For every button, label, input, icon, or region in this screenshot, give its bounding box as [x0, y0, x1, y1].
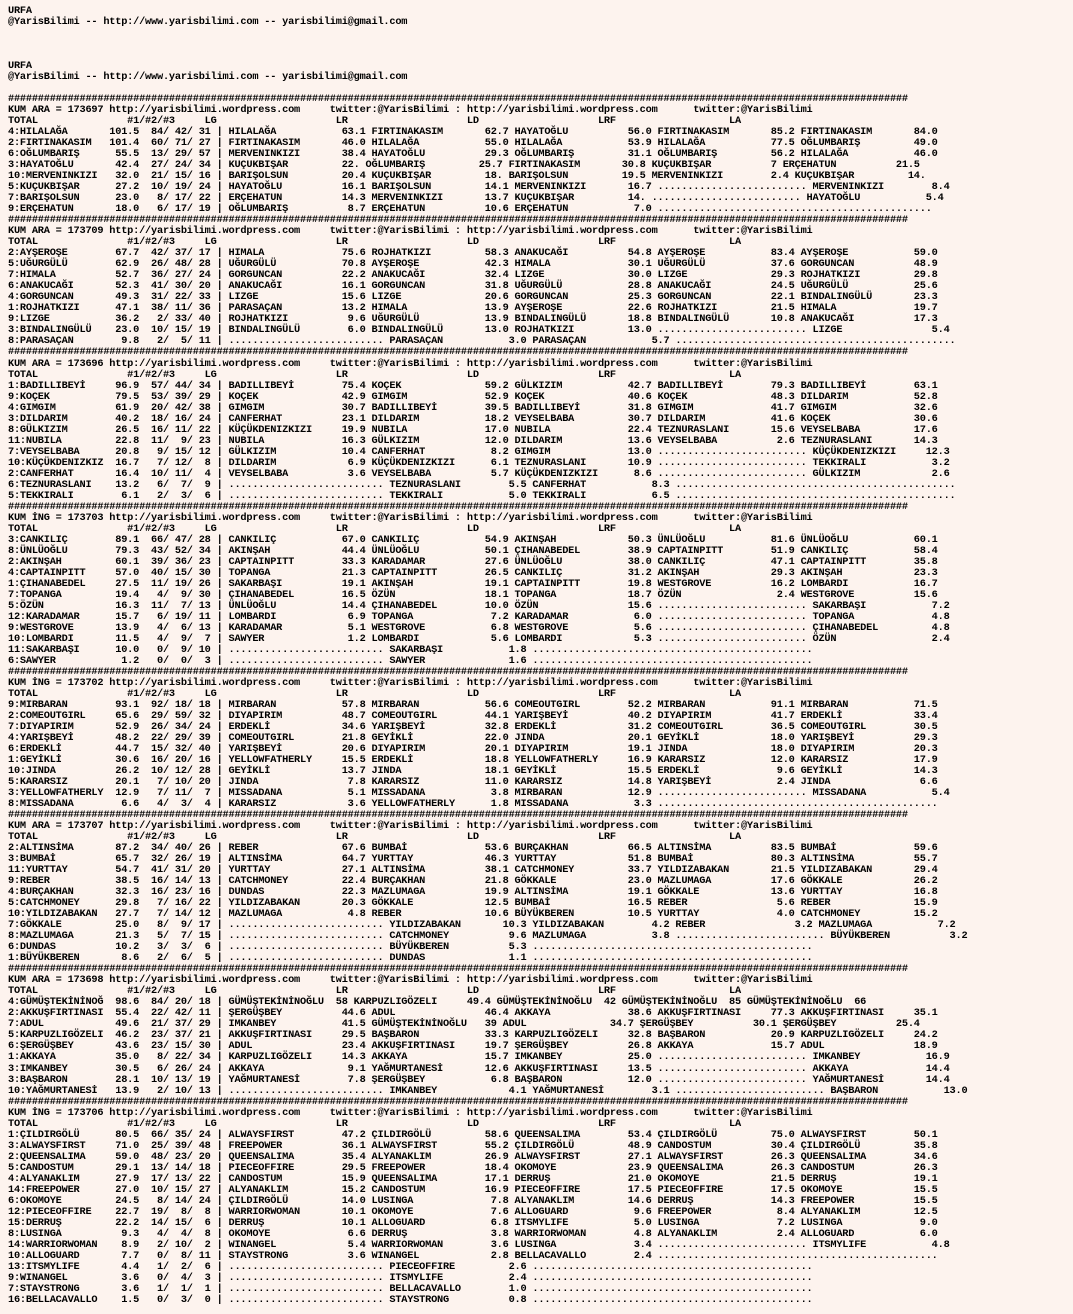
- text-line: 3:IMKANBEY 30.5 6/ 26/ 24 | AKKAYA 9.1 YAĞMURTANESİ 12.6 AKKUŞFIRTINASI 13.5 ......................... AKKAYA 14.4: [8, 1062, 950, 1075]
- text-line: 8:LUSINGA 9.3 4/ 4/ 8 | OKOMOYE 6.6 DERRUŞ 3.8 WARRIORWOMAN 4.8 ALYANAKLIM 2.4 ALLOGUARD 6.0: [8, 1227, 938, 1240]
- text-line: 6:SAWYER 1.2 0/ 0/ 3 | .......................... SAWYER 1.6 ...............................................: [8, 654, 813, 667]
- text-line: #######################################################################################################################################################: [8, 809, 908, 822]
- text-line: 10:YILDIZABAKAN 27.7 7/ 14/ 12 | MAZLUMAGA 4.8 REBER 10.6 BÜYÜKBEREN 10.5 YURTTAY 4.0 CATCHMONEY 15.2: [8, 908, 938, 921]
- text-line: 5:UĞURGÜLÜ 62.9 26/ 48/ 28 | UĞURGÜLÜ 70.8 AYŞEROŞE 42.3 HIMALA 30.1 UĞURGÜLÜ 37.6 GORGUNCAN 48.9: [8, 258, 938, 271]
- text-line: 4:GÜMÜŞTEKİNİNOĞ 98.6 84/ 20/ 18 | GÜMÜŞTEKİNİNOĞLU 58 KARPUZLIGÖZELI 49.4 GÜMÜŞTEKİNİNOĞLU 42 GÜMÜŞTEKİNİNOĞLU 85 GÜMÜŞTEKİNİNOĞLU 66: [8, 996, 867, 1009]
- text-line: 8:PARASAÇAN 9.8 2/ 5/ 11 | .......................... PARASAÇAN 3.0 PARASAÇAN 5.7 ...............................................: [8, 335, 956, 348]
- text-line: KUM ARA = 173696 http://yarisbilimi.wordpress.com twitter:@YarisBilimi : http://yarisbilimi.wordpress.com twitter:@YarisBilimi: [8, 357, 813, 370]
- text-line: 4:YARIŞBEYİ 48.2 22/ 29/ 39 | COMEOUTGIRL 21.8 GEYİKLİ 22.0 JINDA 20.1 GEYİKLİ 18.0 YARIŞBEYİ 29.3: [8, 732, 938, 745]
- text-line: 7:BARIŞOLSUN 23.0 8/ 17/ 22 | ERÇEHATUN 14.3 MERVENINKIZI 13.7 KUÇUKBIŞAR 14. ......................... HAYATOĞLU 5.4: [8, 192, 944, 205]
- text-line: 7:GÖKKALE 25.0 8/ 9/ 17 | .......................... YILDIZABAKAN 10.3 YILDIZABAKAN 4.2 REBER 3.2 MAZLUMAGA 7.2: [8, 919, 956, 932]
- text-line: 10:YAĞMURTANESİ 13.9 2/ 10/ 13 | .......................... IMKANBEY 4.1 YAĞMURTANESİ 3.1 ......................... BAŞBARON 13.0: [8, 1084, 968, 1097]
- text-line: 3:CANKILIÇ 89.1 66/ 47/ 28 | CANKILIÇ 67.0 CANKILIÇ 54.9 AKINŞAH 50.3 ÜNLÜOĞLU 81.6 ÜNLÜOĞLU 60.1: [8, 533, 938, 546]
- text-line: 1:ÇILDIRGÖLÜ 80.5 66/ 35/ 24 | ALWAYSFIRST 47.2 ÇILDIRGÖLÜ 58.6 QUEENSALIMA 53.4 ÇILDIRGÖLÜ 75.0 ALWAYSFIRST 50.1: [8, 1128, 938, 1141]
- text-line: 6:ŞERGÜŞBEY 43.6 23/ 15/ 30 | ADUL 23.4 AKKUŞFIRTINASI 19.7 ŞERGÜŞBEY 26.8 AKKAYA 15.7 ADUL 18.9: [8, 1040, 938, 1053]
- text-line: 14:FREEPOWER 27.0 10/ 15/ 27 | ALYANAKLIM 15.2 CANDOSTUM 16.9 PIECEOFFIRE 17.5 PIECEOFFIRE 17.5 OKOMOYE 15.5: [8, 1183, 938, 1196]
- text-line: @YarisBilimi -- http://www.yarisbilimi.com -- yarisbilimi@gmail.com: [8, 16, 408, 29]
- text-line: 7:TOPANGA 19.4 4/ 9/ 30 | ÇIHANABEDEL 16.5 ÖZÜN 18.1 TOPANGA 18.7 ÖZÜN 2.4 WESTGROVE 15.6: [8, 588, 938, 601]
- text-line: 8:MAZLUMAGA 21.3 5/ 7/ 15 | .......................... CATCHMONEY 9.6 MAZLUMAGA 3.8 ......................... BÜYÜKBEREN 3.2: [8, 930, 968, 943]
- text-line: 9:WESTGROVE 13.9 4/ 6/ 13 | KARADAMAR 5.1 WESTGROVE 6.8 WESTGROVE 5.6 ......................... ÇIHANABEDEL 4.8: [8, 621, 950, 634]
- text-line: 9:KOÇEK 79.5 53/ 39/ 29 | KOÇEK 42.9 GIMGIM 52.9 KOÇEK 40.6 KOÇEK 48.3 DILDARIM 52.8: [8, 390, 938, 403]
- text-line: KUM ARA = 173697 http://yarisbilimi.wordpress.com twitter:@YarisBilimi : http://yarisbilimi.wordpress.com twitter:@YarisBilimi: [8, 104, 813, 117]
- text-line: 6:DUNDAS 10.2 3/ 3/ 6 | .......................... BÜYÜKBEREN 5.3 ...............................................: [8, 941, 813, 954]
- text-line: [8, 28, 1073, 39]
- text-line: TOTAL #1/#2/#3 LG LR LD LRF LA: [8, 1117, 741, 1130]
- text-line: 2:COMEOUTGIRL 65.6 29/ 59/ 32 | DIYAPIRIM 48.7 COMEOUTGIRL 44.1 YARIŞBEYİ 40.2 DIYAPIRIM 41.7 ERDEKLİ 33.4: [8, 710, 938, 722]
- text-line: 7:STAYSTRONG 3.6 1/ 1/ 1 | .......................... BELLACAVALLO 1.0 ...............................................: [8, 1282, 813, 1295]
- text-line: 16:BELLACAVALLO 1.5 0/ 3/ 0 | .......................... STAYSTRONG 0.8 ...............................................: [8, 1293, 813, 1306]
- text-line: 1:BADILLIBEYİ 96.9 57/ 44/ 34 | BADILLIBEYİ 75.4 KOÇEK 59.2 GÜLKIZIM 42.7 BADILLIBEYİ 79.3 BADILLIBEYİ 63.1: [8, 379, 938, 392]
- text-line: 6:ERDEKLİ 44.7 15/ 32/ 40 | YARIŞBEYİ 20.6 DIYAPIRIM 20.1 DIYAPIRIM 19.1 JINDA 18.0 DIYAPIRIM 20.3: [8, 743, 938, 756]
- text-line: 10:MERVENINKIZI 32.0 21/ 15/ 16 | BARIŞOLSUN 20.4 KUÇUKBIŞAR 18. BARIŞOLSUN 19.5 MERVENINKIZI 2.4 KUÇUKBIŞAR 14.: [8, 170, 926, 183]
- text-line: 7:DIYAPIRIM 52.9 26/ 34/ 24 | ERDEKLİ 34.6 YARIŞBEYİ 32.8 ERDEKLİ 31.2 COMEOUTGIRL 36.5 COMEOUTGIRL 30.5: [8, 721, 938, 734]
- text-line: 5:KARARSIZ 20.1 7/ 10/ 20 | JINDA 7.8 KARARSIZ 11.0 KARARSIZ 14.8 YARIŞBEYİ 2.4 JINDA 6.6: [8, 776, 938, 789]
- text-line: 8:GÜLKIZIM 26.5 16/ 11/ 22 | KÜÇÜKDENIZKIZI 19.9 NUBILA 17.0 NUBILA 22.4 TEZNURASLANI 15.6 VEYSELBABA 17.6: [8, 423, 938, 436]
- text-line: 10:ALLOGUARD 7.7 0/ 8/ 11 | STAYSTRONG 3.6 WINANGEL 2.8 BELLACAVALLO 2.4 ...............................................: [8, 1249, 938, 1262]
- text-line: 2:FIRTINAKASIM 101.4 60/ 71/ 27 | FIRTINAKASIM 46.0 HILALAĞA 55.0 HILALAĞA 53.9 HILALAĞA 77.5 OĞLUMBARIŞ 49.0: [8, 137, 938, 150]
- text-line: 2:AYŞEROŞE 67.7 42/ 37/ 17 | HIMALA 75.6 ROJHATKIZI 58.3 ANAKUCAĞI 54.8 AYŞEROŞE 83.4 AYŞEROŞE 59.0: [8, 247, 938, 260]
- text-line: 10:JINDA 26.2 10/ 12/ 28 | GEYİKLİ 13.7 JINDA 18.1 GEYİKLİ 15.5 ERDEKLİ 9.6 GEYİKLİ 14.3: [8, 765, 938, 778]
- text-line: TOTAL #1/#2/#3 LG LR LD LRF LA: [8, 368, 741, 381]
- text-line: 6:TEZNURASLANI 13.2 6/ 7/ 9 | .......................... TEZNURASLANI 5.5 CANFERHAT 8.3 ...............................................: [8, 478, 956, 491]
- text-line: 5:CATCHMONEY 29.8 7/ 16/ 22 | YILDIZABAKAN 20.3 GÖKKALE 12.5 BUMBAİ 16.5 REBER 5.6 REBER 15.9: [8, 897, 938, 910]
- text-line: TOTAL #1/#2/#3 LG LR LD LRF LA: [8, 831, 741, 844]
- text-line: 8:MISSADANA 6.6 4/ 3/ 4 | KARARSIZ 3.6 YELLOWFATHERLY 1.8 MISSADANA 3.3 ...............................................: [8, 798, 938, 811]
- text-line: 9:LIZGE 36.2 2/ 33/ 40 | ROJHATKIZI 9.6 UĞURGÜLÜ 13.9 BINDALINGÜLÜ 18.8 BINDALINGÜLÜ 10.8 ANAKUCAĞI 17.3: [8, 313, 938, 326]
- text-line: 6:OKOMOYE 24.5 8/ 14/ 24 | ÇILDIRGÖLÜ 14.0 LUSINGA 7.8 ALYANAKLIM 14.6 DERRUŞ 14.3 FREEPOWER 15.5: [8, 1194, 938, 1207]
- text-line: #######################################################################################################################################################: [8, 500, 908, 513]
- text-line: 12:PIECEOFFIRE 22.7 19/ 8/ 8 | WARRIORWOMAN 10.1 OKOMOYE 7.6 ALLOGUARD 9.6 FREEPOWER 8.4 ALYANAKLIM 12.5: [8, 1205, 938, 1218]
- text-line: 2:QUEENSALIMA 59.0 48/ 23/ 20 | QUEENSALIMA 35.4 ALYANAKLIM 26.9 ALWAYSFIRST 27.1 ALWAYSFIRST 26.3 QUEENSALIMA 34.6: [8, 1150, 938, 1163]
- text-line: 9:REBER 38.5 16/ 14/ 13 | CATCHMONEY 22.4 BURÇAKHAN 21.8 GÖKKALE 23.0 MAZLUMAGA 17.6 GÖKKALE 26.2: [8, 875, 938, 888]
- text-line: 4:BURÇAKHAN 32.3 16/ 23/ 16 | DUNDAS 22.3 MAZLUMAGA 19.9 ALTINSİMA 19.1 GÖKKALE 13.6 YURTTAY 16.8: [8, 886, 938, 899]
- text-line: #######################################################################################################################################################: [8, 93, 908, 106]
- text-line: #######################################################################################################################################################: [8, 346, 908, 359]
- text-line: #######################################################################################################################################################: [8, 214, 908, 227]
- text-line: 11:SAKARBAŞI 10.0 0/ 9/ 10 | .......................... SAKARBAŞI 1.8 ...............................................: [8, 643, 813, 656]
- text-line: URFA: [8, 5, 32, 17]
- text-line: 5:TEKKIRALI 6.1 2/ 3/ 6 | .......................... TEKKIRALI 5.0 TEKKIRALI 6.5 ...............................................: [8, 489, 956, 502]
- text-line: 5:ÖZÜN 16.3 11/ 7/ 13 | ÜNLÜOĞLU 14.4 ÇIHANABEDEL 10.0 ÖZÜN 15.6 ......................... SAKARBAŞI 7.2: [8, 599, 950, 612]
- text-line: KUM İNG = 173703 http://yarisbilimi.wordpress.com twitter:@YarisBilimi : http://yarisbilimi.wordpress.com twitter:@YarisBilimi: [8, 511, 813, 524]
- text-line: TOTAL #1/#2/#3 LG LR LD LRF LA: [8, 985, 741, 998]
- text-line: KUM ARA = 173709 http://yarisbilimi.wordpress.com twitter:@YarisBilimi : http://yarisbilimi.wordpress.com twitter:@YarisBilimi: [8, 225, 813, 238]
- text-line: 4:ALYANAKLIM 27.9 17/ 13/ 22 | CANDOSTUM 15.9 QUEENSALIMA 17.1 DERRUŞ 21.0 OKOMOYE 21.5 DERRUŞ 19.1: [8, 1172, 938, 1185]
- text-line: 1:GEYİKLİ 30.6 16/ 20/ 16 | YELLOWFATHERLY 15.5 ERDEKLİ 18.8 YELLOWFATHERLY 16.9 KARARSIZ 12.0 KARARSIZ 17.9: [8, 754, 938, 767]
- text-line: @YarisBilimi -- http://www.yarisbilimi.com -- yarisbilimi@gmail.com: [8, 71, 408, 84]
- text-line: 6:OĞLUMBARIŞ 55.5 13/ 29/ 57 | MERVENINKIZI 38.4 HAYATOĞLU 29.3 OĞLUMBARIŞ 31.1 OĞLUMBARIŞ 56.2 HILALAĞA 46.0: [8, 148, 938, 161]
- text-line: #######################################################################################################################################################: [8, 665, 908, 678]
- text-line: 2:ALTINSİMA 87.2 34/ 40/ 26 | REBER 67.6 BUMBAİ 53.6 BURÇAKHAN 66.5 ALTINSİMA 83.5 BUMBAİ 59.6: [8, 842, 938, 855]
- text-line: 3:BAŞBARON 28.1 10/ 13/ 19 | YAĞMURTANESİ 7.8 ŞERGÜŞBEY 6.8 BAŞBARON 12.0 ......................... YAĞMURTANESİ 14.4: [8, 1073, 950, 1086]
- text-line: 4:CAPTAINPITT 57.0 40/ 15/ 30 | TOPANGA 21.3 CAPTAINPITT 26.5 CANKILIÇ 31.2 AKINŞAH 29.3 AKINŞAH 23.3: [8, 566, 938, 579]
- text-line: 5:KUÇUKBIŞAR 27.2 10/ 19/ 24 | HAYATOĞLU 16.1 BARIŞOLSUN 14.1 MERVENINKIZI 16.7 ......................... MERVENINKIZI 8.4: [8, 181, 950, 194]
- text-line: TOTAL #1/#2/#3 LG LR LD LRF LA: [8, 522, 741, 535]
- text-line: 2:AKKUŞFIRTINASI 55.4 22/ 42/ 11 | ŞERGÜŞBEY 44.6 ADUL 46.4 AKKAYA 38.6 AKKUŞFIRTINASI 77.3 AKKUŞFIRTINASI 35.1: [8, 1007, 938, 1020]
- text-line: [8, 39, 1073, 50]
- text-line: 5:CANDOSTUM 29.1 13/ 14/ 18 | PIECEOFFIRE 29.5 FREEPOWER 18.4 OKOMOYE 23.9 QUEENSALIMA 26.3 CANDOSTUM 26.3: [8, 1161, 938, 1174]
- text-line: 3:YELLOWFATHERLY 12.9 7/ 11/ 7 | MISSADANA 5.1 MISSADANA 3.8 MIRBARAN 12.9 ......................... MISSADANA 5.4: [8, 787, 950, 800]
- text-line: TOTAL #1/#2/#3 LG LR LD LRF LA: [8, 115, 741, 128]
- text-line: 9:WINANGEL 3.6 0/ 4/ 3 | .......................... ITSMYLIFE 2.4 ...............................................: [8, 1271, 813, 1284]
- text-line: 10:LOMBARDI 11.5 4/ 9/ 7 | SAWYER 1.2 LOMBARDI 5.6 LOMBARDI 5.3 ......................... ÖZÜN 2.4: [8, 632, 950, 645]
- text-line: 7:ADUL 49.6 21/ 37/ 29 | IMKANBEY 41.5 GÜMÜŞTEKİNİNOĞLU 39 ADUL 34.7 ŞERGÜŞBEY 30.1 ŞERGÜŞBEY 25.4: [8, 1018, 920, 1031]
- text-line: #######################################################################################################################################################: [8, 1095, 908, 1108]
- text-line: 12:KARADAMAR 15.7 6/ 19/ 11 | LOMBARDI 6.9 TOPANGA 7.2 KARADAMAR 6.0 ......................... TOPANGA 4.8: [8, 610, 950, 623]
- text-line: 14:WARRIORWOMAN 8.9 2/ 10/ 2 | WINANGEL 5.4 WARRIORWOMAN 3.6 LUSINGA 3.4 ......................... ITSMYLIFE 4.8: [8, 1238, 950, 1251]
- text-line: 10:KÜÇÜKDENIZKIZ 16.7 7/ 12/ 8 | DILDARIM 6.9 KÜÇÜKDENIZKIZI 6.1 TEZNURASLANI 10.9 ......................... TEKKIRALI 3.2: [8, 456, 950, 469]
- text-line: URFA: [8, 60, 32, 73]
- text-line: 11:NUBILA 22.8 11/ 9/ 23 | NUBILA 16.3 GÜLKIZIM 12.0 DILDARIM 13.6 VEYSELBABA 2.6 TEZNURASLANI 14.3: [8, 434, 938, 447]
- text-line: 13:ITSMYLIFE 4.4 1/ 2/ 6 | .......................... PIECEOFFIRE 2.6 ...............................................: [8, 1260, 813, 1273]
- text-line: KUM İNG = 173706 http://yarisbilimi.wordpress.com twitter:@YarisBilimi : http://yarisbilimi.wordpress.com twitter:@YarisBilimi: [8, 1106, 813, 1119]
- text-line: 3:DILDARIM 40.2 18/ 16/ 24 | CANFERHAT 23.1 DILDARIM 18.2 VEYSELBABA 30.7 DILDARIM 41.6 KOÇEK 30.6: [8, 412, 938, 425]
- text-line: 5:KARPUZLIGÖZELI 46.2 23/ 37/ 21 | AKKUŞFIRTINASI 29.5 BAŞBARON 33.3 KARPUZLIGÖZELI 32.8 BAŞBARON 20.9 KARPUZLIGÖZELI 24.2: [8, 1029, 938, 1042]
- text-line: TOTAL #1/#2/#3 LG LR LD LRF LA: [8, 687, 741, 700]
- text-line: 4:GIMGIM 61.9 20/ 42/ 38 | GIMGIM 30.7 BADILLIBEYİ 39.5 BADILLIBEYİ 31.8 GIMGIM 41.7 GIMGIM 32.6: [8, 401, 938, 414]
- text-line: 9:ERÇEHATUN 18.0 6/ 17/ 19 | OĞLUMBARIŞ 8.7 ERÇEHATUN 10.6 ERÇEHATUN 7.0 ..............................................: [8, 203, 932, 216]
- text-line: TOTAL #1/#2/#3 LG LR LD LRF LA: [8, 236, 741, 249]
- text-line: 15:DERRUŞ 22.2 14/ 15/ 6 | DERRUŞ 10.1 ALLOGUARD 6.8 ITSMYLIFE 5.0 LUSINGA 7.2 LUSINGA 9.0: [8, 1216, 938, 1229]
- text-line: 11:YURTTAY 54.7 41/ 31/ 20 | YURTTAY 27.1 ALTINSİMA 38.1 CATCHMONEY 33.7 YILDIZABAKAN 21.5 YILDIZABAKAN 29.4: [8, 864, 938, 877]
- text-line: 3:BUMBAİ 65.7 32/ 26/ 19 | ALTINSİMA 64.7 YURTTAY 46.3 YURTTAY 51.8 BUMBAİ 80.3 ALTINSİMA 55.7: [8, 853, 938, 866]
- text-line: 4:HILALAĞA 101.5 84/ 42/ 31 | HILALAĞA 63.1 FIRTINAKASIM 62.7 HAYATOĞLU 56.0 FIRTINAKASIM 85.2 FIRTINAKASIM 84.0: [8, 126, 938, 139]
- text-line: 1:BÜYÜKBEREN 8.6 2/ 6/ 5 | .......................... DUNDAS 1.1 ...............................................: [8, 952, 813, 965]
- text-line: 7:HIMALA 52.7 36/ 27/ 24 | GORGUNCAN 22.2 ANAKUCAĞI 32.4 LIZGE 30.0 LIZGE 29.3 ROJHATKIZI 29.8: [8, 269, 938, 282]
- text-line: 3:ALWAYSFIRST 71.0 25/ 39/ 48 | FREEPOWER 36.1 ALWAYSFIRST 55.2 ÇILDIRGÖLÜ 48.9 CANDOSTUM 30.4 ÇILDIRGÖLÜ 35.8: [8, 1139, 938, 1152]
- text-line: 8:ÜNLÜOĞLU 79.3 43/ 52/ 34 | AKINŞAH 44.4 ÜNLÜOĞLU 50.1 ÇIHANABEDEL 38.9 CAPTAINPITT 51.9 CANKILIÇ 58.4: [8, 544, 938, 557]
- text-line: 1:AKKAYA 35.0 8/ 22/ 34 | KARPUZLIGÖZELI 14.3 AKKAYA 15.7 IMKANBEY 25.0 ......................... IMKANBEY 16.9: [8, 1051, 950, 1064]
- text-line: 7:VEYSELBABA 20.8 9/ 15/ 12 | GÜLKIZIM 10.4 CANFERHAT 8.2 GIMGIM 13.0 ......................... KÜÇÜKDENIZKIZI 12.3: [8, 445, 950, 458]
- text-line: KUM İNG = 173702 http://yarisbilimi.wordpress.com twitter:@YarisBilimi : http://yarisbilimi.wordpress.com twitter:@YarisBilimi: [8, 676, 813, 689]
- text-line: KUM ARA = 173698 http://yarisbilimi.wordpress.com twitter:@YarisBilimi : http://yarisbilimi.wordpress.com twitter:@YarisBilimi: [8, 974, 813, 987]
- text-line: 6:ANAKUCAĞI 52.3 41/ 30/ 20 | ANAKUCAĞI 16.1 GORGUNCAN 31.8 UĞURGÜLÜ 28.8 ANAKUCAĞI 24.5 UĞURGÜLÜ 25.6: [8, 280, 938, 293]
- text-line: 4:GORGUNCAN 49.3 31/ 22/ 33 | LIZGE 15.6 LIZGE 20.6 GORGUNCAN 25.3 GORGUNCAN 22.1 BINDALINGÜLÜ 23.3: [8, 291, 938, 304]
- text-line: 1:ÇIHANABEDEL 27.5 11/ 19/ 26 | SAKARBAŞI 19.1 AKINŞAH 19.1 CAPTAINPITT 19.8 WESTGROVE 16.2 LOMBARDI 16.7: [8, 577, 938, 590]
- text-line: #######################################################################################################################################################: [8, 963, 908, 976]
- text-line: 1:ROJHATKIZI 47.1 38/ 11/ 36 | PARASAÇAN 13.2 HIMALA 13.9 AYŞEROŞE 22.6 ROJHATKIZI 21.5 HIMALA 19.7: [8, 302, 938, 315]
- text-line: 3:BINDALINGÜLÜ 23.0 10/ 15/ 19 | BINDALINGÜLÜ 6.0 BINDALINGÜLÜ 13.0 ROJHATKIZI 13.0 ......................... LIZGE 5.4: [8, 324, 950, 337]
- text-line: 9:MIRBARAN 93.1 92/ 18/ 18 | MIRBARAN 57.8 MIRBARAN 56.6 COMEOUTGIRL 52.2 MIRBARAN 91.1 MIRBARAN 71.5: [8, 698, 938, 711]
- text-line: KUM ARA = 173707 http://yarisbilimi.wordpress.com twitter:@YarisBilimi : http://yarisbilimi.wordpress.com twitter:@YarisBilimi: [8, 820, 813, 833]
- text-line: [8, 50, 1073, 61]
- text-line: 3:HAYATOĞLU 42.4 27/ 24/ 34 | KUÇUKBIŞAR 22. OĞLUMBARIŞ 25.7 FIRTINAKASIM 30.8 KUÇUKBIŞAR 7 ERÇEHATUN 21.5: [8, 159, 920, 172]
- text-line: 2:CANFERHAT 16.4 10/ 11/ 4 | VEYSELBABA 3.6 VEYSELBABA 5.7 KÜÇÜKDENIZKIZI 8.6 ......................... GÜLKIZIM 2.6: [8, 467, 950, 480]
- text-line: 2:AKINŞAH 60.1 39/ 36/ 23 | CAPTAINPITT 33.3 KARADAMAR 27.6 ÜNLÜOĞLU 38.0 CANKILIÇ 47.1 CAPTAINPITT 35.8: [8, 555, 938, 568]
